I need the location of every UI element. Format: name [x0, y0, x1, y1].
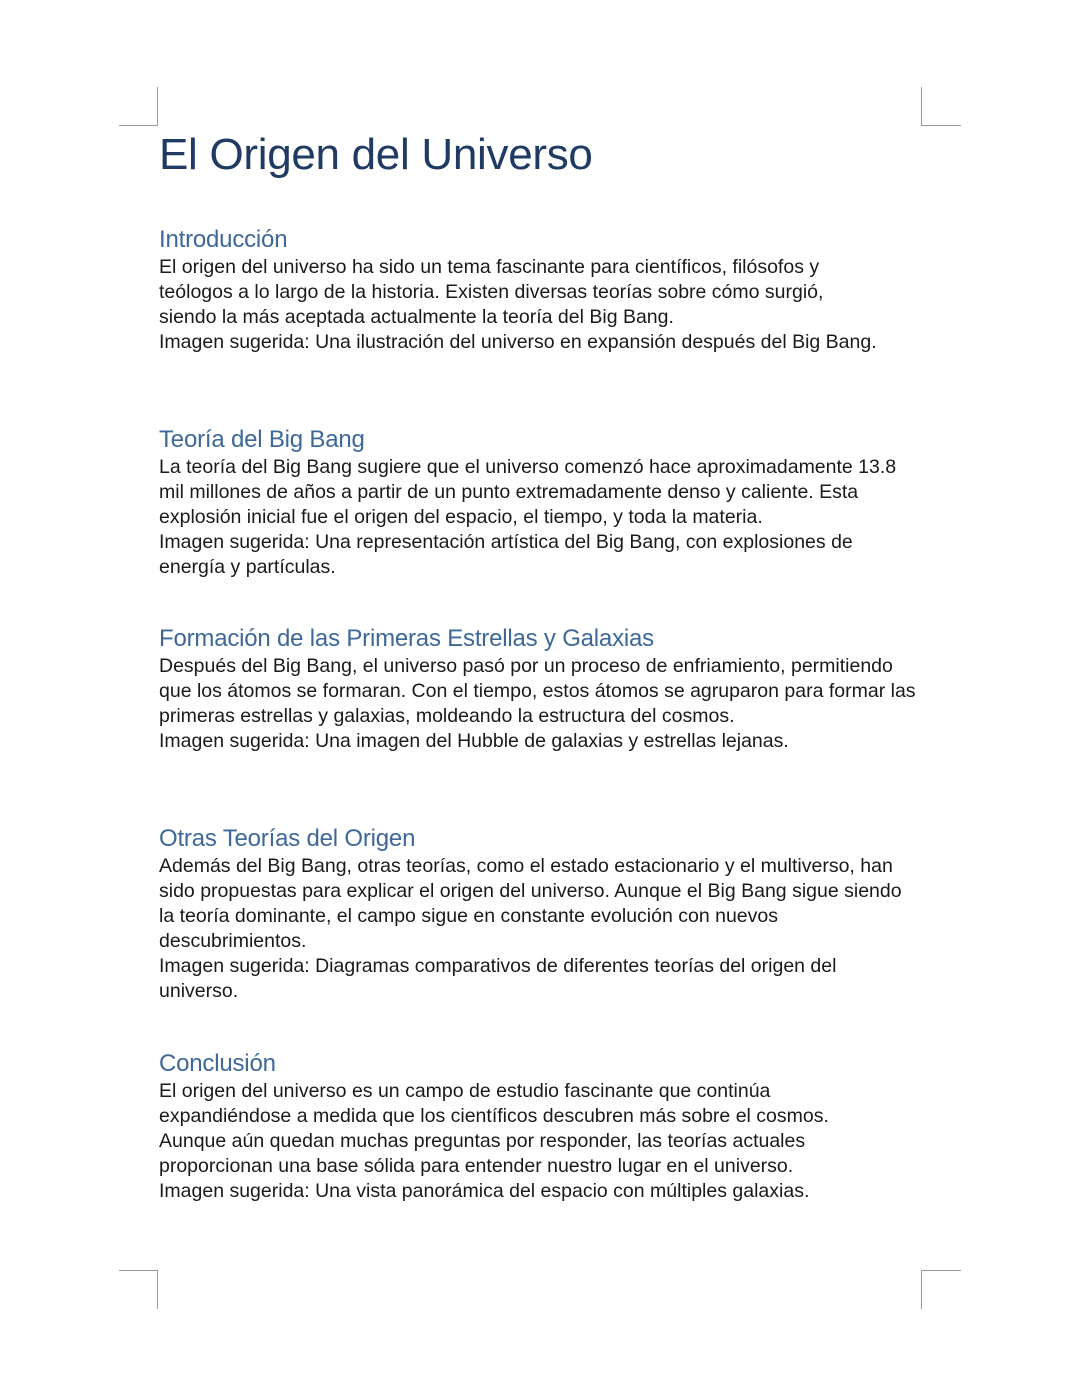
section-teoria-big-bang	[159, 425, 924, 580]
crop-mark-top-right-vertical	[921, 87, 922, 126]
section-otras-teorias	[159, 824, 911, 1004]
crop-mark-top-left-vertical	[157, 87, 158, 126]
section-paragraph: El origen del universo ha sido un tema fascinante para científicos, filósofos y teólogos a lo largo de la historia. Existen diversas teorías sobre cómo surgió, siendo la más aceptada actualmente la teoría del Big Bang.	[159, 256, 824, 328]
section-heading: Otras Teorías del Origen	[159, 825, 416, 852]
section-formacion-estrellas-galaxias	[159, 624, 927, 754]
section-conclusion	[159, 1049, 899, 1204]
image-suggestion: Imagen sugerida: Diagramas comparativos de diferentes teorías del origen del universo.	[159, 955, 837, 1002]
section-heading: Formación de las Primeras Estrellas y Galaxias	[159, 625, 654, 652]
section-heading: Introducción	[159, 226, 288, 253]
section-paragraph: Después del Big Bang, el universo pasó por un proceso de enfriamiento, permitiendo que los átomos se formaran. Con el tiempo, estos átomos se agruparon para formar las primeras estrellas y galaxias, moldeando la estructura del cosmos.	[159, 655, 916, 727]
crop-mark-bottom-right-vertical	[921, 1270, 922, 1309]
crop-mark-bottom-left-vertical	[157, 1270, 158, 1309]
section-heading: Conclusión	[159, 1050, 276, 1077]
image-suggestion: Imagen sugerida: Una imagen del Hubble de galaxias y estrellas lejanas.	[159, 730, 789, 752]
document-body	[159, 128, 929, 1202]
section-introduccion	[159, 225, 879, 355]
crop-mark-top-left-horizontal	[119, 125, 158, 126]
section-paragraph: El origen del universo es un campo de estudio fascinante que continúa expandiéndose a medida que los científicos descubren más sobre el cosmos. Aunque aún quedan muchas preguntas por responder, las teorías actuales proporcionan una base sólida para entender nuestro lugar en el universo.	[159, 1080, 829, 1177]
image-suggestion: Imagen sugerida: Una ilustración del universo en expansión después del Big Bang.	[159, 331, 877, 353]
section-paragraph: La teoría del Big Bang sugiere que el universo comenzó hace aproximadamente 13.8 mil millones de años a partir de un punto extremadamente denso y caliente. Esta explosión inicial fue el origen del espacio, el tiempo, y toda la materia.	[159, 456, 897, 528]
image-suggestion: Imagen sugerida: Una vista panorámica del espacio con múltiples galaxias.	[159, 1180, 810, 1202]
image-suggestion: Imagen sugerida: Una representación artística del Big Bang, con explosiones de energía y partículas.	[159, 531, 853, 578]
document-title: El Origen del Universo	[159, 130, 593, 179]
crop-mark-bottom-right-horizontal	[922, 1270, 961, 1271]
crop-mark-top-right-horizontal	[922, 125, 961, 126]
section-paragraph: Además del Big Bang, otras teorías, como el estado estacionario y el multiverso, han sido propuestas para explicar el origen del universo. Aunque el Big Bang sigue siendo la teoría dominante, el campo sigue en constante evolución con nuevos descubrimientos.	[159, 855, 902, 952]
crop-mark-bottom-left-horizontal	[119, 1270, 158, 1271]
section-heading: Teoría del Big Bang	[159, 426, 365, 453]
